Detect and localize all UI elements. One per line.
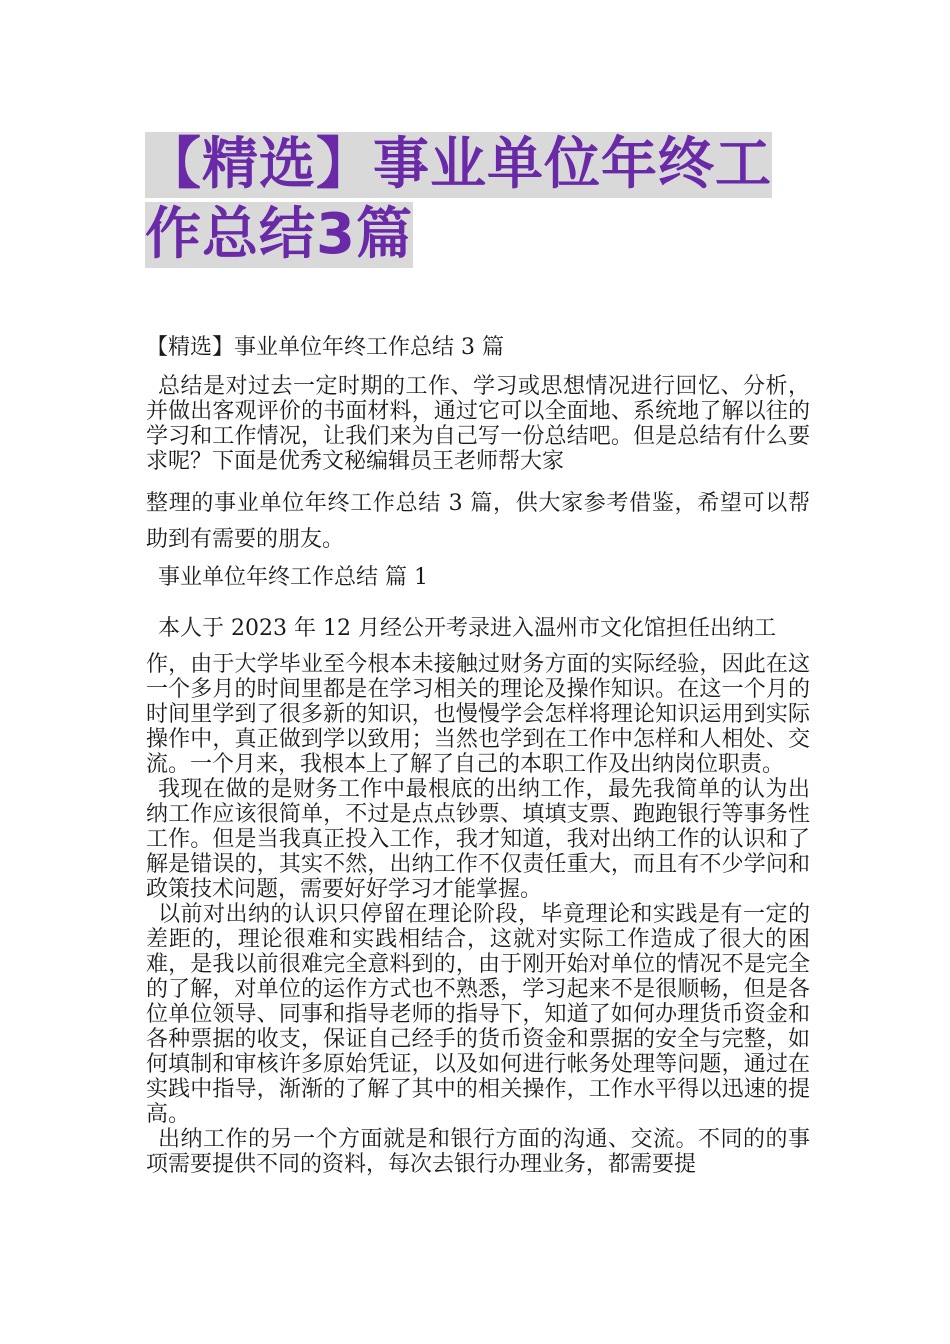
document-subtitle: 【精选】事业单位年终工作总结 3 篇 [146,335,504,360]
paragraph-2: 我现在做的是财务工作中最根底的出纳工作，最先我简单的认为出纳工作应该很简单，不过是点点钞票、填填支票、跑跑银行等事务性工作。但是当我真正投入工作，我才知道，我对出纳工作的认识和了解是错误的，其实不然，出纳工作不仅责任重大，而且有不少学问和政策技术问题，需要好好学习才能掌握。 [146,777,810,902]
intro-paragraph-continued: 整理的事业单位年终工作总结 3 篇，供大家参考借鉴，希望可以帮助到有需要的朋友。 [146,491,810,552]
title-line-2: 作总结3篇 [145,202,413,267]
title-line-1: 【精选】事业单位年终工 [145,132,772,197]
paragraph-4: 出纳工作的另一个方面就是和银行方面的沟通、交流。不同的的事项需要提供不同的资料，每次去银行办理业务，都需要提 [146,1127,810,1177]
paragraph-1-continued: 作，由于大学毕业至今根本未接触过财务方面的实际经验，因此在这一个多月的时间里都是在学习相关的理论及操作知识。在这一个月的时间里学到了很多新的知识，也慢慢学会怎样将理论知识运用到实际操作中，真正做到学以致用；当然也学到在工作中怎样和人相处、交流。一个月来，我根本上了解了自己的本职工作及出纳岗位职责。 [146,652,810,777]
paragraph-1-line-1: 本人于 2023 年 12 月经公开考录进入温州市文化馆担任出纳工 [158,616,776,641]
document-title [145,132,815,268]
section-heading-1: 事业单位年终工作总结 篇 1 [158,565,428,590]
paragraph-3: 以前对出纳的认识只停留在理论阶段，毕竟理论和实践是有一定的差距的，理论很难和实践相结合，这就对实际工作造成了很大的困难，是我以前很难完全意料到的，由于刚开始对单位的情况不是完全的了解，对单位的运作方式也不熟悉，学习起来不是很顺畅，但是各位单位领导、同事和指导老师的指导下，知道了如何办理货币资金和各种票据的收支，保证自己经手的货币资金和票据的安全与完整，如何填制和审核许多原始凭证，以及如何进行帐务处理等问题，通过在实践中指导，渐渐的了解了其中的相关操作，工作水平得以迅速的提高。 [146,902,810,1127]
intro-paragraph: 总结是对过去一定时期的工作、学习或思想情况进行回忆、分析，并做出客观评价的书面材料，通过它可以全面地、系统地了解以往的学习和工作情况，让我们来为自己写一份总结吧。但是总结有什么要求呢？下面是优秀文秘编辑员王老师帮大家 [146,374,810,474]
document-body [146,334,810,1177]
